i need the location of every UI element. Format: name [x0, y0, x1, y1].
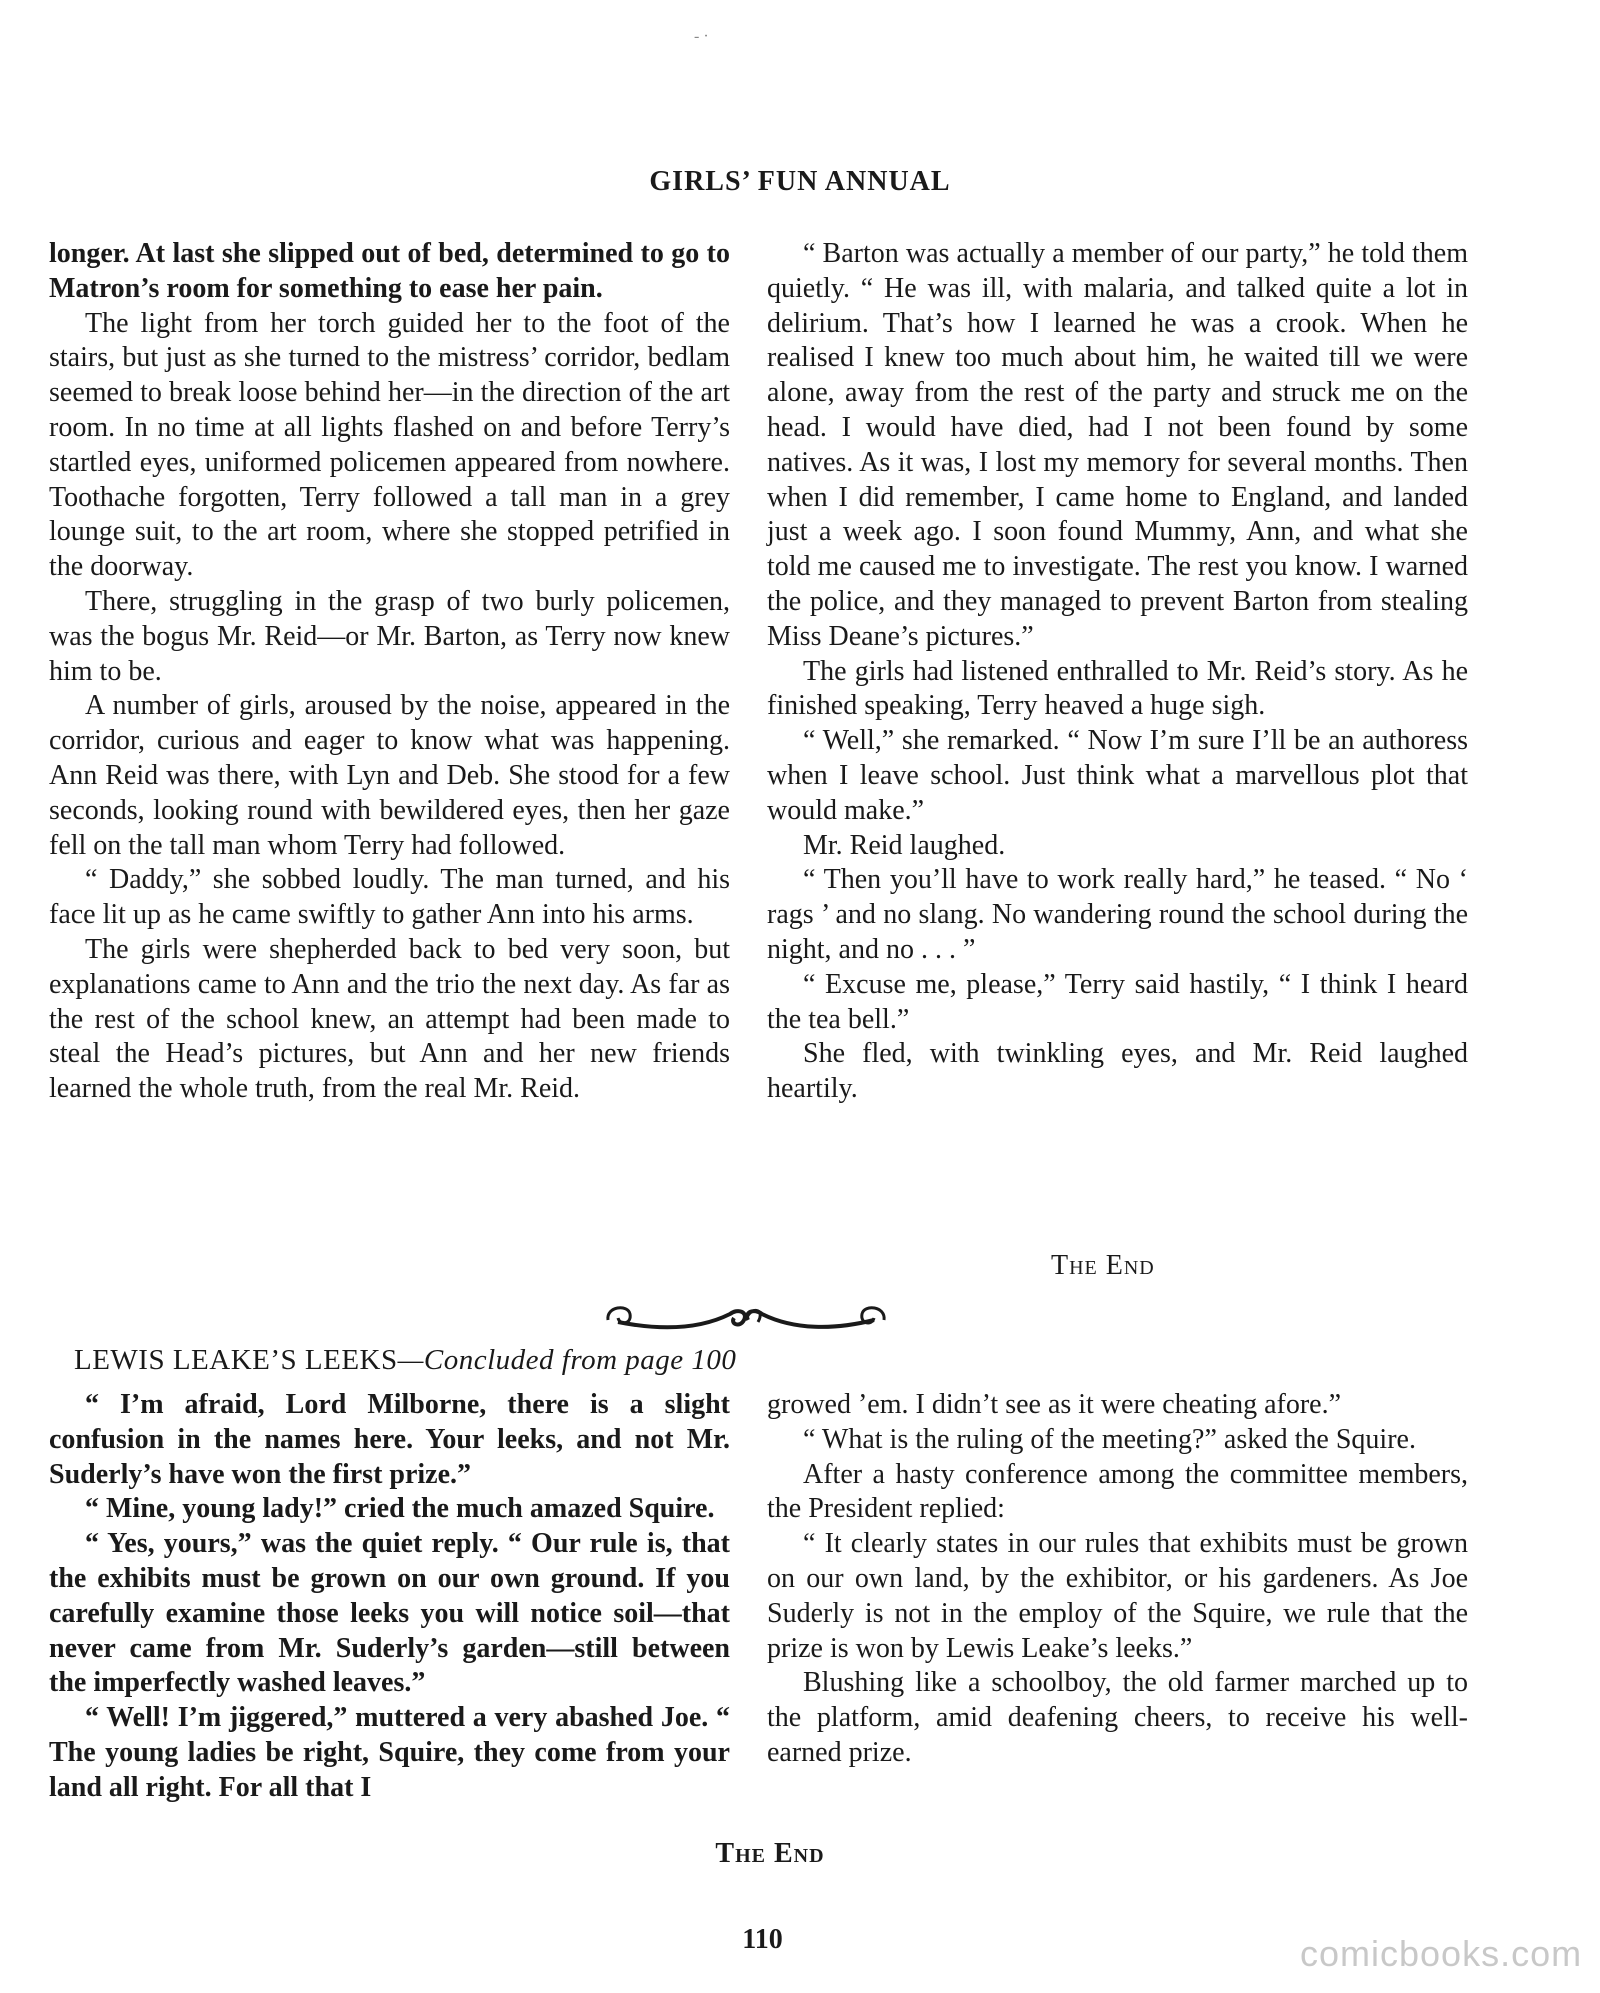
story2-paragraph: “ Mine, young lady!” cried the much amazed Squire.: [85, 1493, 715, 1525]
story2-paragraph: “ It clearly states in our rules that exhibits must be grown on our own land, by the exhibitor, or his gardeners. As Joe Suderly is not in the employ of the Squire, we rule that the prize is won by Lewis Leake’s leeks.”: [767, 1528, 1468, 1664]
story1-the-end: The End: [1051, 1250, 1155, 1281]
story1-paragraph: She fled, with twinkling eyes, and Mr. Reid laughed heartily.: [767, 1038, 1468, 1105]
story1-paragraph: A number of girls, aroused by the noise, appeared in the corridor, curious and eager to know what was happening. Ann Reid was there, with Lyn and Deb. She stood for a few seconds, looking round with bewildered eyes, then her gaze fell on the tall man whom Terry had followed.: [49, 690, 730, 861]
story2-continuation-note: —Concluded from page 100: [397, 1344, 737, 1376]
story1-paragraph: “ Then you’ll have to work really hard,” he teased. “ No ‘ rags ’ and no slang. No wandering round the school during the night, and no . . . ”: [767, 864, 1468, 965]
scroll-ornament: [598, 1296, 894, 1346]
story2-left-column: [49, 1388, 730, 1806]
story1-paragraph: longer. At last she slipped out of bed, determined to go to Matron’s room for something to ease her pain.: [49, 238, 730, 304]
story2-paragraph: After a hasty conference among the committee members, the President replied:: [767, 1458, 1468, 1525]
story2-paragraph: growed ’em. I didn’t see as it were cheating afore.”: [767, 1389, 1342, 1420]
watermark: comicbooks.com: [1300, 1933, 1583, 1974]
story1-paragraph: There, struggling in the grasp of two burly policemen, was the bogus Mr. Reid—or Mr. Barton, as Terry now knew him to be.: [49, 585, 730, 687]
story2-paragraph: “ Yes, yours,” was the quiet reply. “ Our rule is, that the exhibits must be grown on our own ground. If you carefully examine those leeks you will notice soil—that never came from Mr. Suderly’s garden—still between the imperfectly washed leaves.”: [49, 1528, 730, 1699]
story1-paragraph: Mr. Reid laughed.: [803, 829, 1006, 861]
story2-paragraph: “ Well! I’m jiggered,” muttered a very abashed Joe. “ The young ladies be right, Squire, they come from your land all right. For all that I: [49, 1702, 730, 1803]
story2-paragraph: “ I’m afraid, Lord Milborne, there is a slight confusion in the names here. Your leeks, and not Mr. Suderly’s have won the first prize.”: [49, 1389, 730, 1490]
story2-title: LEWIS LEAKE’S LEEKS: [74, 1344, 398, 1376]
running-head: GIRLS’ FUN ANNUAL: [649, 166, 951, 197]
story2-the-end: The End: [715, 1838, 825, 1869]
story1-paragraph: The light from her torch guided her to the foot of the stairs, but just as she turned to the mistress’ corridor, bedlam seemed to break loose behind her—in the direction of the art room. In no time at all lights flashed on and before Terry’s startled eyes, uniformed policemen appeared from nowhere. Toothache forgotten, Terry followed a tall man in a grey lounge suit, to the art room, where she stopped petrified in the doorway.: [49, 307, 730, 583]
story2-paragraph: Blushing like a schoolboy, the old farmer marched up to the platform, amid deafening cheers, to receive his well-earned prize.: [767, 1667, 1468, 1768]
page-number: 110: [742, 1924, 783, 1955]
story2-paragraph: “ What is the ruling of the meeting?” asked the Squire.: [803, 1423, 1416, 1455]
story1-paragraph: “ Excuse me, please,” Terry said hastily, “ I think I heard the tea bell.”: [767, 968, 1468, 1035]
story1-paragraph: The girls had listened enthralled to Mr. Reid’s story. As he finished speaking, Terry heaved a huge sigh.: [767, 655, 1468, 722]
story1-paragraph: The girls were shepherded back to bed very soon, but explanations came to Ann and the trio the next day. As far as the rest of the school knew, an attempt had been made to steal the Head’s pictures, but Ann and her new friends learned the whole truth, from the real Mr. Reid.: [49, 933, 730, 1105]
story1-right-column: [767, 237, 1468, 1107]
story1-paragraph: “ Barton was actually a member of our party,” he told them quietly. “ He was ill, with malaria, and talked quite a lot in delirium. That’s how I learned he was a crook. When he realised I knew too much about him, he waited till we were alone, away from the rest of the party and struck me on the head. I would have died, had I not been found by some natives. As it was, I lost my memory for several months. Then when I did remember, I came home to England, and landed just a week ago. I soon found Mummy, Ann, and what she told me caused me to investigate. The rest you know. I warned the police, and they managed to prevent Barton from stealing Miss Deane’s pictures.”: [767, 238, 1468, 652]
story2-title-line: [74, 1344, 736, 1377]
story1-paragraph: “ Well,” she remarked. “ Now I’m sure I’ll be an authoress when I leave school. Just think what a marvellous plot that would make.”: [767, 725, 1468, 826]
story1-paragraph: “ Daddy,” she sobbed loudly. The man turned, and his face lit up as he came swiftly to gather Ann into his arms.: [49, 864, 730, 931]
print-fleck: - ·: [694, 28, 709, 45]
story1-left-column: [49, 237, 730, 1107]
story2-right-column: [767, 1388, 1468, 1771]
